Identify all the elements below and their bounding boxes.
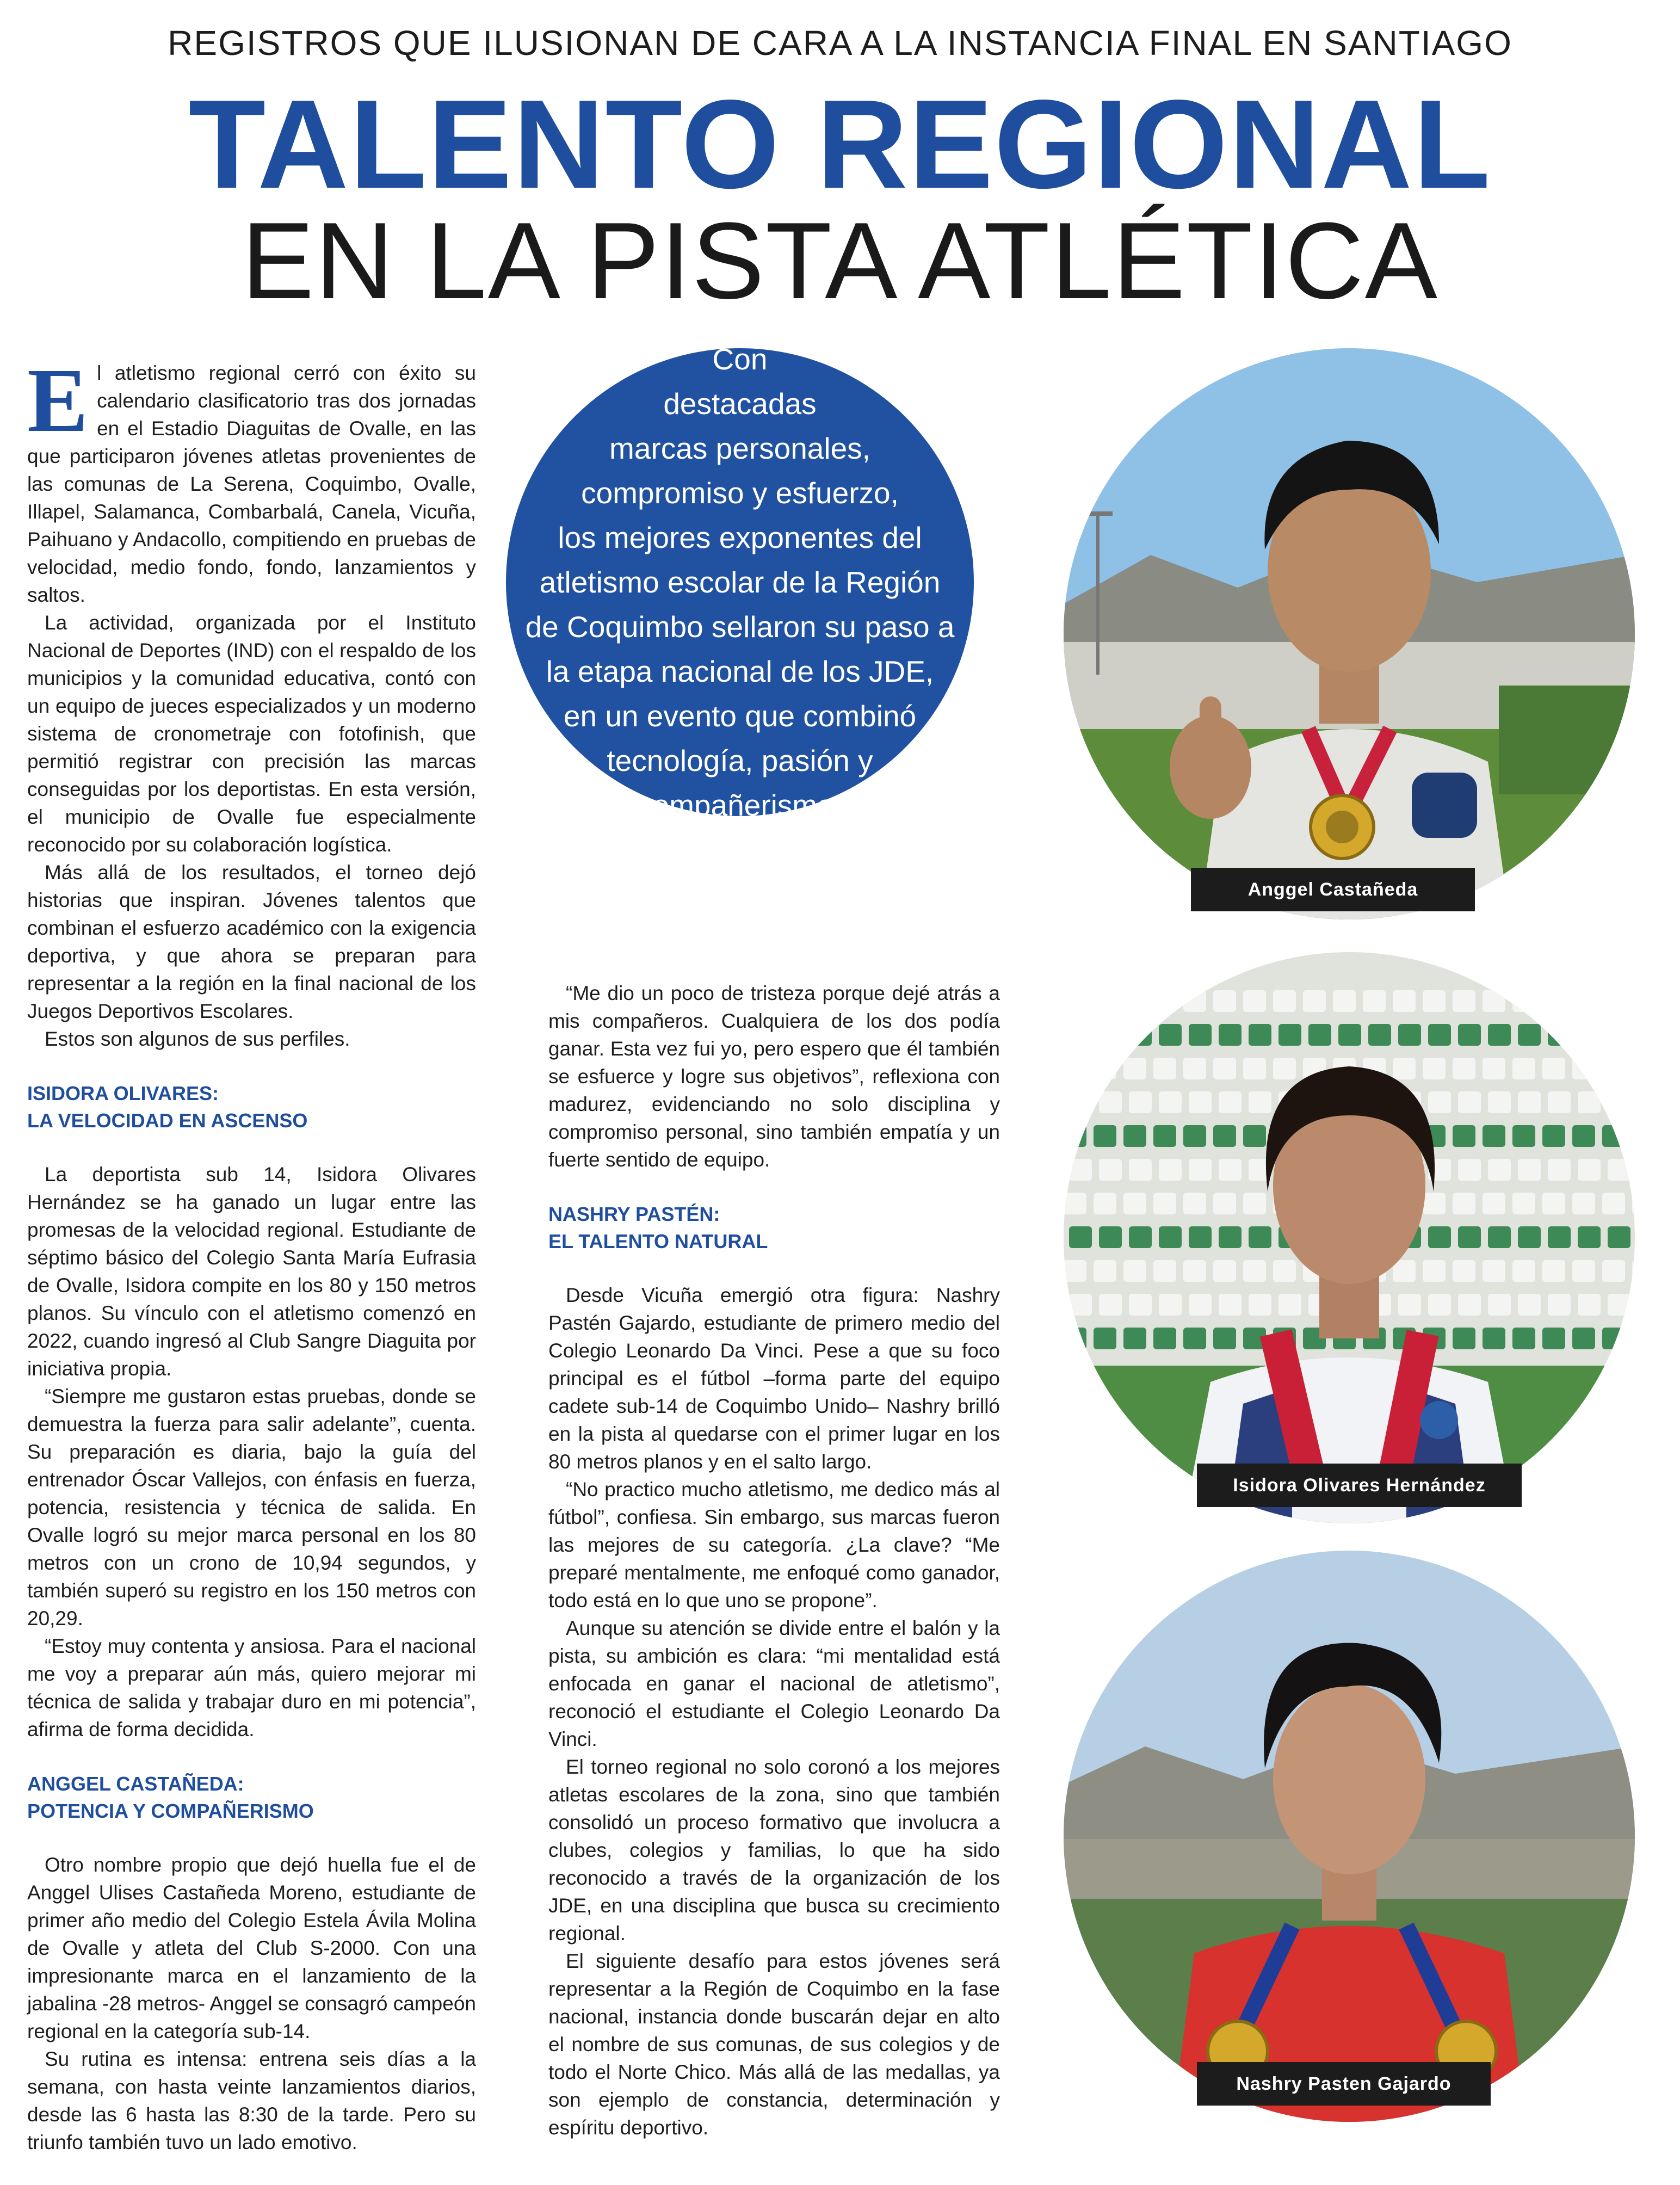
- stadium-seat: [1363, 990, 1386, 1012]
- drop-cap: E: [27, 350, 89, 451]
- stadium-seat: [1094, 1058, 1116, 1079]
- stadium-seat: [1453, 1328, 1475, 1349]
- headline-line-1: TALENTO REGIONAL: [188, 74, 1492, 215]
- stadium-seat: [1512, 1260, 1535, 1282]
- stadium-seat: [1542, 990, 1565, 1012]
- stadium-seat: [1542, 1193, 1565, 1214]
- stadium-seat: [1064, 1058, 1086, 1079]
- stadium-seat: [1483, 1193, 1505, 1214]
- stadium-seat: [1094, 1193, 1116, 1214]
- stadium-seat: [1153, 990, 1176, 1012]
- stadium-seat: [1572, 1260, 1595, 1282]
- kicker: REGISTROS QUE ILUSIONAN DE CARA A LA INSTANCIA FINAL EN SANTIAGO: [168, 23, 1512, 63]
- paragraph-text: l atletismo regional cerró con éxito su calendario clasificatorio tras dos jornadas en el Estadio Diaguitas de Ovalle, en las que participaron jóvenes atletas provenientes de las comunas de La Serena, Coquimbo, Ovalle, Illapel, Salamanca, Combarbalá, Canela, Vicuña, Paihuano y Andacollo, compitiendo en pruebas de velocidad, medio fondo, fondo, lanzamientos y saltos.: [27, 362, 476, 606]
- stadium-seat: [1578, 1159, 1601, 1181]
- stadium-seat: [1512, 1328, 1535, 1349]
- stadium-seat: [1159, 1024, 1182, 1046]
- stadium-seat: [1393, 1058, 1416, 1079]
- stadium-seat: [1249, 1024, 1271, 1046]
- stadium-seat: [1453, 1058, 1475, 1079]
- stadium-seat: [1094, 1260, 1116, 1282]
- stadium-seat: [1213, 1058, 1236, 1079]
- stadium-seat: [1099, 1294, 1122, 1316]
- stadium-seat: [1572, 1125, 1595, 1147]
- stadium-seat: [1483, 1125, 1505, 1147]
- stadium-seat: [1632, 1193, 1635, 1214]
- stadium-seat: [1483, 1328, 1505, 1349]
- stadium-seat: [1099, 1226, 1122, 1248]
- stadium-seat: [1153, 1193, 1176, 1214]
- stadium-seat: [1219, 1294, 1242, 1316]
- stadium-seat: [1099, 1024, 1122, 1046]
- caption-nashry: Nashry Pasten Gajardo: [1197, 2062, 1491, 2106]
- stadium-seat: [1273, 1058, 1296, 1079]
- article-paragraph: Desde Vicuña emergió otra figura: Nashry Pastén Gajardo, estudiante de primero medio del Colegio Leonardo Da Vinci. Pese a que su foco principal es el fútbol –forma parte del equipo cadete sub-14 de Coquimbo Unido– Nashry brilló en la pista al quedarse con el primer lugar en los 80 metros planos y en el salto largo.: [548, 1284, 1000, 1473]
- stadium-seat: [1123, 1328, 1146, 1349]
- article-paragraph: El siguiente desafío para estos jóvenes será representar a la Región de Coquimbo en la fase nacional, instancia donde buscarán dejar en alto el nombre de sus comunas, de sus colegios y de todo el Norte Chico. Más allá de las medallas, ya son ejemplo de constancia, determinación y espíritu deportivo.: [548, 1950, 1000, 2139]
- stadium-seat: [1453, 990, 1475, 1012]
- stadium-seat: [1129, 1024, 1152, 1046]
- stadium-seat: [1458, 1294, 1481, 1316]
- stadium-seat: [1069, 1159, 1092, 1181]
- stadium-seat: [1368, 1024, 1391, 1046]
- stadium-seat: [1278, 1294, 1301, 1316]
- stadium-seat: [1243, 1193, 1266, 1214]
- stadium-seat: [1602, 1125, 1625, 1147]
- stadium-seat: [1572, 1328, 1595, 1349]
- stadium-seat: [1094, 1328, 1116, 1349]
- stadium-seat: [1219, 1091, 1242, 1113]
- article-paragraph: Estos son algunos de sus perfiles.: [45, 1028, 350, 1050]
- stadium-seat: [1273, 990, 1296, 1012]
- pullquote-line: en un evento que combinó: [563, 699, 917, 733]
- pullquote-line: los mejores exponentes del: [558, 521, 922, 554]
- pullquote-line: tecnología, pasión y: [607, 744, 873, 777]
- stadium-seat: [1069, 1226, 1092, 1248]
- subhead-isidora: [27, 1080, 476, 1134]
- stadium-seat: [1602, 1328, 1625, 1349]
- stadium-seat: [1159, 1091, 1182, 1113]
- photo-anggel: [1064, 348, 1635, 919]
- stadium-seat: [1453, 1260, 1475, 1282]
- stadium-seat: [1483, 990, 1505, 1012]
- stadium-seat: [1393, 990, 1416, 1012]
- stadium-seat: [1123, 1125, 1146, 1147]
- stadium-seat: [1518, 1159, 1541, 1181]
- stadium-seat: [1488, 1294, 1511, 1316]
- stadium-seat: [1393, 1260, 1416, 1282]
- subhead-anggel: [27, 1770, 476, 1825]
- pullquote-line: marcas personales,: [609, 431, 870, 465]
- pullquote-line: la etapa nacional de los JDE,: [546, 655, 934, 688]
- stadium-seat: [1094, 1125, 1116, 1147]
- caption-isidora: Isidora Olivares Hernández: [1197, 1464, 1522, 1507]
- stadium-seat: [1129, 1226, 1152, 1248]
- stadium-seat: [1428, 1294, 1451, 1316]
- stadium-seat: [1183, 1260, 1206, 1282]
- stadium-seat: [1488, 1091, 1511, 1113]
- stadium-seat: [1548, 1091, 1571, 1113]
- stadium-seat: [1069, 1091, 1092, 1113]
- stadium-seat: [1333, 990, 1356, 1012]
- stadium-seat: [1488, 1024, 1511, 1046]
- stadium-seat: [1213, 1193, 1236, 1214]
- stadium-seat: [1428, 1024, 1451, 1046]
- stadium-seat: [1608, 1091, 1630, 1113]
- stadium-seat: [1602, 1193, 1625, 1214]
- pullquote-line: Con: [712, 342, 768, 376]
- stadium-seat: [1578, 1024, 1601, 1046]
- stadium-seat: [1243, 1260, 1266, 1282]
- pullquote-bubble: [506, 342, 974, 822]
- stadium-seat: [1243, 1125, 1266, 1147]
- stadium-seat: [1398, 1024, 1421, 1046]
- stadium-seat: [1423, 990, 1446, 1012]
- stadium-seat: [1129, 1159, 1152, 1181]
- stadium-seat: [1219, 1024, 1242, 1046]
- stadium-seat: [1572, 1058, 1595, 1079]
- stadium-seat: [1608, 1294, 1630, 1316]
- stadium-seat: [1213, 1260, 1236, 1282]
- stadium-seat: [1632, 1125, 1635, 1147]
- photo-isidora: [1064, 952, 1635, 1523]
- stadium-seat: [1278, 1024, 1301, 1046]
- stadium-seat: [1602, 1058, 1625, 1079]
- stadium-seat: [1512, 1058, 1535, 1079]
- stadium-seat: [1578, 1091, 1601, 1113]
- stadium-seat: [1548, 1226, 1571, 1248]
- stadium-seat: [1512, 1125, 1535, 1147]
- stadium-seat: [1608, 1159, 1630, 1181]
- stadium-seat: [1542, 1125, 1565, 1147]
- article-paragraph: El torneo regional no solo coronó a los mejores atletas escolares de la zona, sino que también consolidó un proceso formativo que involucra a clubes, colegios y familias, lo que ha sido reconocido a través de la organización de los JDE, en una disciplina que busca su crecimiento regional.: [548, 1756, 1000, 1945]
- article-paragraph: “Me dio un poco de tristeza porque dejé atrás a mis compañeros. Cualquiera de los dos podía ganar. Esta vez fui yo, pero espero que él también se esfuerce y logre sus objetivos”, reflexiona con madurez, evidenciando no solo disciplina y compromiso personal, sino también empatía y un fuerte sentido de equipo.: [548, 982, 1000, 1171]
- article-paragraph: “Estoy muy contenta y ansiosa. Para el nacional me voy a preparar aún más, quiero mejorar mi técnica de salida y trabajar duro en mi potencia”, afirma de forma decidida.: [27, 1635, 476, 1740]
- stadium-seat: [1213, 990, 1236, 1012]
- stadium-seat: [1129, 1091, 1152, 1113]
- article-paragraph: “Siempre me gustaron estas pruebas, donde se demuestra la fuerza para salir adelante”, cuenta. Su preparación es diaria, bajo la guía del entrenador Óscar Vallejos, con énfasis en fuerza, potencia, resistencia y técnica de salida. En Ovalle logró su mejor marca personal en los 80 metros con un crono de 10,94 segundos, y también superó su registro en los 150 metros con 20,29.: [27, 1385, 476, 1630]
- stadium-seat: [1483, 1260, 1505, 1282]
- stadium-seat: [1153, 1125, 1176, 1147]
- stadium-seat: [1159, 1294, 1182, 1316]
- stadium-seat: [1123, 1058, 1146, 1079]
- stadium-seat: [1183, 1193, 1206, 1214]
- stadium-seat: [1183, 990, 1206, 1012]
- stadium-seat: [1064, 1193, 1086, 1214]
- stadium-seat: [1518, 1294, 1541, 1316]
- subhead-line: ISIDORA OLIVARES:: [27, 1082, 219, 1104]
- stadium-seat: [1608, 1226, 1630, 1248]
- stadium-seat: [1069, 1294, 1092, 1316]
- stadium-seat: [1548, 1294, 1571, 1316]
- stadium-seat: [1189, 1091, 1212, 1113]
- stadium-seat: [1153, 1260, 1176, 1282]
- stadium-seat: [1483, 1058, 1505, 1079]
- stadium-seat: [1243, 990, 1266, 1012]
- stadium-seat: [1159, 1226, 1182, 1248]
- photo-nashry: [1064, 1551, 1635, 2122]
- article-paragraph: La deportista sub 14, Isidora Olivares Hernández se ha ganado un lugar entre las promesas de la velocidad regional. Estudiante de séptimo básico del Colegio Santa María Eufrasia de Ovalle, Isidora compite en los 80 y 150 metros planos. Su vínculo con el atletismo comenzó en 2022, cuando ingresó al Club Sangre Diaguita por iniciativa propia.: [27, 1163, 476, 1380]
- stadium-seat: [1458, 1226, 1481, 1248]
- stadium-seat: [1518, 1024, 1541, 1046]
- stadium-seat: [1153, 1058, 1176, 1079]
- stadium-seat: [1608, 1024, 1630, 1046]
- stadium-seat: [1189, 1226, 1212, 1248]
- subhead-line: LA VELOCIDAD EN ASCENSO: [27, 1109, 308, 1132]
- stadium-seat: [1458, 1159, 1481, 1181]
- pullquote-line: compromiso y esfuerzo,: [581, 476, 899, 510]
- stadium-seat: [1572, 1193, 1595, 1214]
- subhead-nashry: [548, 1201, 1000, 1255]
- stadium-seat: [1632, 1328, 1635, 1349]
- stadium-seat: [1398, 1294, 1421, 1316]
- stadium-seat: [1094, 990, 1116, 1012]
- stadium-seat: [1249, 1226, 1271, 1248]
- article-paragraph: Aunque su atención se divide entre el balón y la pista, su ambición es clara: “mi mentalidad está enfocada en ganar el nacional de atletismo”, reconoció el estudiante el Colegio Leonardo Da Vinci.: [548, 1617, 1000, 1750]
- stadium-seat: [1548, 1159, 1571, 1181]
- stadium-seat: [1219, 1159, 1242, 1181]
- article-paragraph: Su rutina es intensa: entrena seis días a la semana, con hasta veinte lanzamientos diarios, desde las 6 hasta las 8:30 de la tarde. Pero su triunfo también tuvo un lado emotivo.: [27, 2048, 476, 2153]
- stadium-seat: [1064, 1328, 1086, 1349]
- stadium-seat: [1064, 1260, 1086, 1282]
- stadium-seat: [1423, 1193, 1446, 1214]
- pullquote-line: atletismo escolar de la Región: [539, 565, 941, 599]
- stadium-seat: [1423, 1058, 1446, 1079]
- stadium-seat: [1632, 990, 1635, 1012]
- article-paragraph: [27, 350, 476, 609]
- stadium-seat: [1518, 1091, 1541, 1113]
- stadium-seat: [1243, 1058, 1266, 1079]
- subhead-line: EL TALENTO NATURAL: [548, 1230, 768, 1252]
- subhead-line: ANGGEL CASTAÑEDA:: [27, 1773, 244, 1795]
- stadium-seat: [1129, 1294, 1152, 1316]
- stadium-seat: [1099, 1091, 1122, 1113]
- article-paragraph: Otro nombre propio que dejó huella fue el de Anggel Ulises Castañeda Moreno, estudiante de primer año medio del Colegio Estela Ávila Molina de Ovalle y atleta del Club S-2000. Con una impresionante marca en el lanzamiento de la jabalina -28 metros- Anggel se consagró campeón regional en la categoría sub-14.: [27, 1854, 476, 2042]
- stadium-seat: [1602, 1260, 1625, 1282]
- stadium-seat: [1153, 1328, 1176, 1349]
- stadium-seat: [1123, 990, 1146, 1012]
- subhead-line: NASHRY PASTÉN:: [548, 1203, 720, 1225]
- article-paragraph: La actividad, organizada por el Instituto Nacional de Deportes (IND) con el respaldo de los municipios y la comunidad educativa, contó con un equipo de jueces especializados y un moderno sistema de cronometraje con fotofinish, que permitió registrar con precisión las marcas conseguidas por los deportistas. En esta versión, el municipio de Ovalle fue especialmente reconocido por su colaboración logística.: [27, 612, 476, 856]
- stadium-seat: [1308, 1024, 1331, 1046]
- stadium-seat: [1064, 1125, 1086, 1147]
- stadium-seat: [1488, 1159, 1511, 1181]
- stadium-seat: [1518, 1226, 1541, 1248]
- stadium-seat: [1183, 1125, 1206, 1147]
- headline-line-2: EN LA PISTA ATLÉTICA: [241, 200, 1439, 322]
- stadium-seat: [1512, 990, 1535, 1012]
- stadium-seat: [1512, 1193, 1535, 1214]
- stadium-seat: [1542, 1260, 1565, 1282]
- stadium-seat: [1542, 1328, 1565, 1349]
- stadium-seat: [1632, 1058, 1635, 1079]
- caption-anggel: Anggel Castañeda: [1191, 868, 1475, 911]
- stadium-seat: [1123, 1260, 1146, 1282]
- stadium-seat: [1488, 1226, 1511, 1248]
- stadium-seat: [1219, 1226, 1242, 1248]
- stadium-seat: [1578, 1294, 1601, 1316]
- stadium-seat: [1064, 990, 1086, 1012]
- stadium-seat: [1213, 1125, 1236, 1147]
- stadium-seat: [1458, 1024, 1481, 1046]
- stadium-seat: [1458, 1091, 1481, 1113]
- article-paragraph: “No practico mucho atletismo, me dedico más al fútbol”, confiesa. Sin embargo, sus marcas fueron las mejores de su categoría. ¿La clave? “Me preparé mentalmente, me enfoqué como ganador, todo está en lo que uno se propone”.: [548, 1478, 1000, 1612]
- stadium-seat: [1189, 1294, 1212, 1316]
- stadium-seat: [1632, 1260, 1635, 1282]
- pullquote-line: compañerismo.: [638, 788, 842, 822]
- stadium-seat: [1428, 1091, 1451, 1113]
- stadium-seat: [1189, 1024, 1212, 1046]
- stadium-seat: [1602, 990, 1625, 1012]
- stadium-seat: [1453, 1125, 1475, 1147]
- stadium-seat: [1249, 1091, 1271, 1113]
- stadium-seat: [1159, 1159, 1182, 1181]
- pullquote-line: destacadas: [663, 387, 817, 421]
- stadium-seat: [1069, 1024, 1092, 1046]
- stadium-seat: [1423, 1260, 1446, 1282]
- article-column-2: [548, 979, 1000, 2141]
- stadium-seat: [1428, 1226, 1451, 1248]
- pullquote-line: de Coquimbo sellaron su paso a: [525, 610, 955, 644]
- stadium-seat: [1183, 1328, 1206, 1349]
- article-paragraph: Más allá de los resultados, el torneo dejó historias que inspiran. Jóvenes talentos que combinan el esfuerzo académico con la exigencia deportiva, y que ahora se preparan para representar a la región en la final nacional de los Juegos Deportivos Escolares.: [27, 861, 476, 1022]
- stadium-seat: [1542, 1058, 1565, 1079]
- subhead-line: POTENCIA Y COMPAÑERISMO: [27, 1800, 314, 1822]
- article-column-1: [27, 350, 476, 2156]
- stadium-seat: [1213, 1328, 1236, 1349]
- stadium-seat: [1572, 990, 1595, 1012]
- stadium-seat: [1453, 1193, 1475, 1214]
- stadium-seat: [1183, 1058, 1206, 1079]
- stadium-seat: [1249, 1294, 1271, 1316]
- stadium-seat: [1578, 1226, 1601, 1248]
- stadium-seat: [1099, 1159, 1122, 1181]
- stadium-seat: [1273, 1260, 1296, 1282]
- stadium-seat: [1338, 1024, 1361, 1046]
- stadium-seat: [1548, 1024, 1571, 1046]
- stadium-seat: [1303, 990, 1326, 1012]
- stadium-seat: [1189, 1159, 1212, 1181]
- stadium-seat: [1123, 1193, 1146, 1214]
